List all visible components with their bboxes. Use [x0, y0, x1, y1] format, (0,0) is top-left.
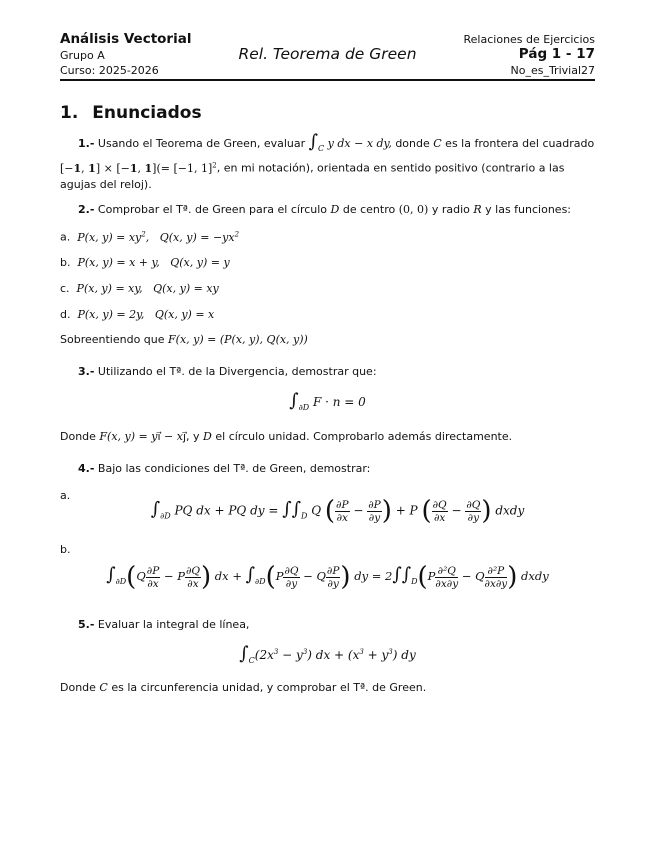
course-title: Análisis Vectorial — [60, 31, 192, 47]
exercise-5-where: Donde — [60, 681, 96, 694]
exercise-5-circle: es la circunferencia unidad, y comprobar el Tª. de Green. — [111, 681, 427, 694]
exercise-5-text — [60, 617, 595, 633]
exercise-4-number: 4.- — [78, 462, 95, 475]
item-label: c. — [60, 282, 70, 295]
header — [60, 0, 595, 80]
exercise-4-text — [60, 461, 595, 477]
group-label: Grupo A — [60, 49, 105, 62]
exercise-2 — [60, 202, 595, 218]
exercise-2-functions: y las funciones: — [485, 203, 572, 216]
item-label: a. — [60, 230, 71, 244]
exercise-3-text — [60, 364, 595, 380]
exercise-5-equation: $\int_C(2x^3 - y^3)$ dx + $(x^3 + y^3)$ dy — [239, 643, 416, 665]
exercise-1-orientation: , en mi notación), orientada en sentido positivo (contrario a las agujas del reloj). — [60, 161, 565, 191]
section-number: 1. — [60, 103, 79, 123]
exercise-1-integral: $\int_C$ y dx − x dy, — [308, 131, 392, 153]
exercise-2-item-d: d. P(x, y) = 2y, Q(x, y) = x — [60, 308, 215, 321]
exercise-3-intro: Utilizando el Tª. de la Divergencia, demostrar que: — [97, 365, 377, 378]
exercise-1-boundary: es la frontera del cuadrado — [445, 137, 595, 150]
exercise-4-equation-b: $\int_{\partial D}(Q$ $\frac{\partial P}{\partial x}$ − P $\frac{\partial Q}{\partial x}$ ) dx + $\int_{\partial D}(P$ $\frac{\partial Q}{\partial y}$ − Q $\frac{\partial P}{\partial y}$ ) dy = $2\int\int_D(P$ $\frac{\text{∂²Q}}{\partial x\partial y}$ − Q $\frac{\text{∂²P}}{\partial x\partial y}$ ) dxdy — [106, 562, 549, 592]
exercise-3-unit-circle: el círculo unidad. Comprobarlo además directamente. — [215, 430, 513, 443]
item-label: b. — [60, 256, 71, 269]
exercise-5-number: 5.- — [78, 618, 95, 631]
exercise-2-intro: Comprobar el Tª. de Green para el círculo — [97, 203, 328, 216]
item-label: d. — [60, 308, 71, 321]
exercise-3-number: 3.- — [78, 365, 95, 378]
author: No_es_Trivial27 — [510, 64, 595, 77]
exercise-2-number: 2.- — [78, 203, 95, 216]
section-heading — [60, 103, 202, 123]
exercise-5 — [60, 617, 595, 633]
exercise-4-item-a: a. — [60, 489, 71, 502]
exercise-3-where: Donde — [60, 430, 96, 443]
exercise-2-footer: Sobreentiendo que F(x, y) = (P(x, y), Q(x, y)) — [60, 333, 308, 346]
exercise-1-text: 1.- Usando el Teorema de Green, evaluar $\int_C$ y dx − x dy, donde C es la frontera del cuadrado — [78, 131, 595, 153]
exercise-1-where: donde — [395, 137, 430, 150]
exercise-4-equation-a: $\int_{\partial D}$ PQ dx + PQ dy = $\int\int_D$ Q ( $\frac{\partial P}{\partial x}$ − $\frac{\partial P}{\partial y}$ ) + P ( $\frac{\partial Q}{\partial x}$ − $\frac{\partial Q}{\partial y}$ ) dxdy — [150, 496, 525, 526]
exercise-4-intro: Bajo las condiciones del Tª. de Green, demostrar: — [97, 462, 371, 475]
exercise-1-number: 1.- — [78, 137, 95, 150]
page-number: Pág 1 - 17 — [518, 46, 595, 62]
exercise-5-footer: Donde C es la circunferencia unidad, y comprobar el Tª. de Green. — [60, 681, 427, 694]
exercise-2-item-c: c. P(x, y) = xy, Q(x, y) = xy — [60, 282, 219, 295]
exercise-3-and: , y — [186, 430, 200, 443]
exercise-4-item-b: b. — [60, 543, 71, 556]
exercise-2-item-b: b. P(x, y) = x + y, Q(x, y) = y — [60, 256, 230, 269]
exercise-2-radius: y radio — [431, 203, 470, 216]
exercise-2-text: 2.- Comprobar el Tª. de Green para el círculo D de centro (0, 0) y radio R y las funciones: — [78, 203, 572, 216]
section-title: Enunciados — [92, 103, 202, 123]
exercise-2-item-a: a. P(x, $y) = xy^2$, Q(x, $y) = -yx^2$ — [60, 230, 240, 244]
exercise-1-continued: [−1, 1] × [−1, 1](= [−1, 1]$^2$, en mi notación), orientada en sentido positivo (contrario a las agujas del reloj). — [60, 161, 565, 191]
header-rule — [60, 79, 595, 81]
document-title: Rel. Teorema de Green — [238, 45, 417, 63]
exercise-3-footer: Donde F(x, y) = yi⃗ − xj⃗, y D el círculo unidad. Comprobarlo además directamente. — [60, 430, 513, 443]
exercise-3 — [60, 364, 595, 380]
exercise-2-center: de centro — [342, 203, 396, 216]
exercise-5-intro: Evaluar la integral de línea, — [97, 618, 250, 631]
exercise-4 — [60, 461, 595, 477]
exercise-2-footer-text: Sobreentiendo que — [60, 333, 165, 346]
year-label: Curso: 2025-2026 — [60, 64, 159, 77]
doc-type: Relaciones de Ejercicios — [463, 33, 595, 46]
page — [60, 0, 595, 694]
exercise-1-intro: Usando el Teorema de Green, evaluar — [97, 137, 306, 150]
exercise-3-equation: $\int_{\partial D}$ F · n = 0 — [289, 390, 366, 412]
exercise-1 — [60, 131, 595, 193]
